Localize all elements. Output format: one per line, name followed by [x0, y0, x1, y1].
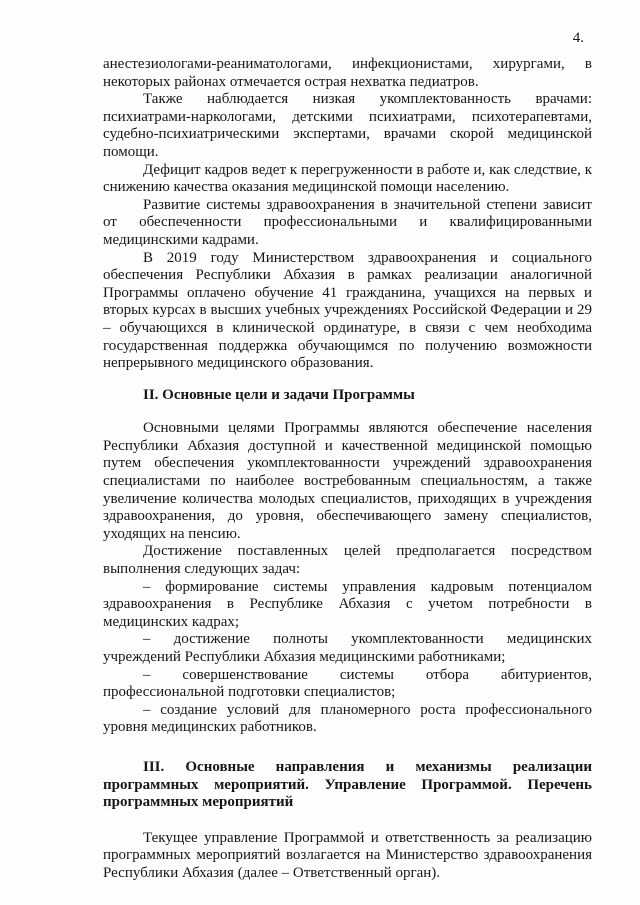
paragraph: Достижение поставленных целей предполагается посредством выполнения следующих задач: — [103, 543, 592, 578]
list-item: – создание условий для планомерного роста профессионального уровня медицинских работников. — [103, 701, 592, 736]
document-body — [103, 56, 592, 883]
paragraph: Дефицит кадров ведет к перегруженности в работе и, как следствие, к снижению качества оказания медицинской помощи населению. — [103, 161, 592, 196]
paragraph: Текущее управление Программой и ответственность за реализацию программных мероприятий возлагается на Министерство здравоохранения Республики Абхазия (далее – Ответственный орган). — [103, 829, 592, 881]
list-item: – формирование системы управления кадровым потенциалом здравоохранения в Республике Абхазия с учетом потребности в медицинских кадрах; — [103, 578, 592, 630]
page-number: 4. — [572, 30, 584, 46]
list-item: – достижение полноты укомплектованности медицинских учреждений Республики Абхазия медицинскими работниками; — [103, 631, 592, 665]
list-item: – совершенствование системы отбора абитуриентов, профессиональной подготовки специалистов; — [103, 666, 592, 701]
section-heading: III. Основные направления и механизмы реализации программных мероприятий. Управление Программой. Перечень программных мероприятий — [103, 758, 592, 811]
paragraph: В 2019 году Министерством здравоохранения и социального обеспечения Республики Абхазия в рамках реализации аналогичной Программы оплачено обучение 41 гражданина, учащихся на первых и вторых курсах в высших учебных учреждениях Российской Федерации и 29 – обучающихся в клинической ординатуре, в связи с чем необходима государственная поддержка обучающимся по получению возможности непрерывного медицинского образования. — [103, 249, 592, 372]
paragraph: Развитие системы здравоохранения в значительной степени зависит от обеспеченности профессиональными и квалифицированными медицинскими кадрами. — [103, 196, 592, 248]
paragraph: Основными целями Программы являются обеспечение населения Республики Абхазия доступной и качественной медицинской помощью путем обеспечения укомплектованности учреждений здравоохранения специалистами по наиболее востребованным специальностям, а также увеличение количества молодых специалистов, приходящих в учреждения здравоохранения, до уровня, обеспечивающего замену специалистов, уходящих на пенсию. — [103, 420, 592, 542]
paragraph: Также наблюдается низкая укомплектованность врачами: психиатрами-наркологами, детскими психиатрами, психотерапевтами, судебно-психиатрическими экспертами, врачами скорой медицинской помощи. — [103, 91, 592, 160]
paragraph: анестезиологами-реаниматологами, инфекционистами, хирургами, в некоторых районах отмечается острая нехватка педиатров. — [103, 56, 592, 90]
section-heading: II. Основные цели и задачи Программы — [143, 386, 415, 403]
